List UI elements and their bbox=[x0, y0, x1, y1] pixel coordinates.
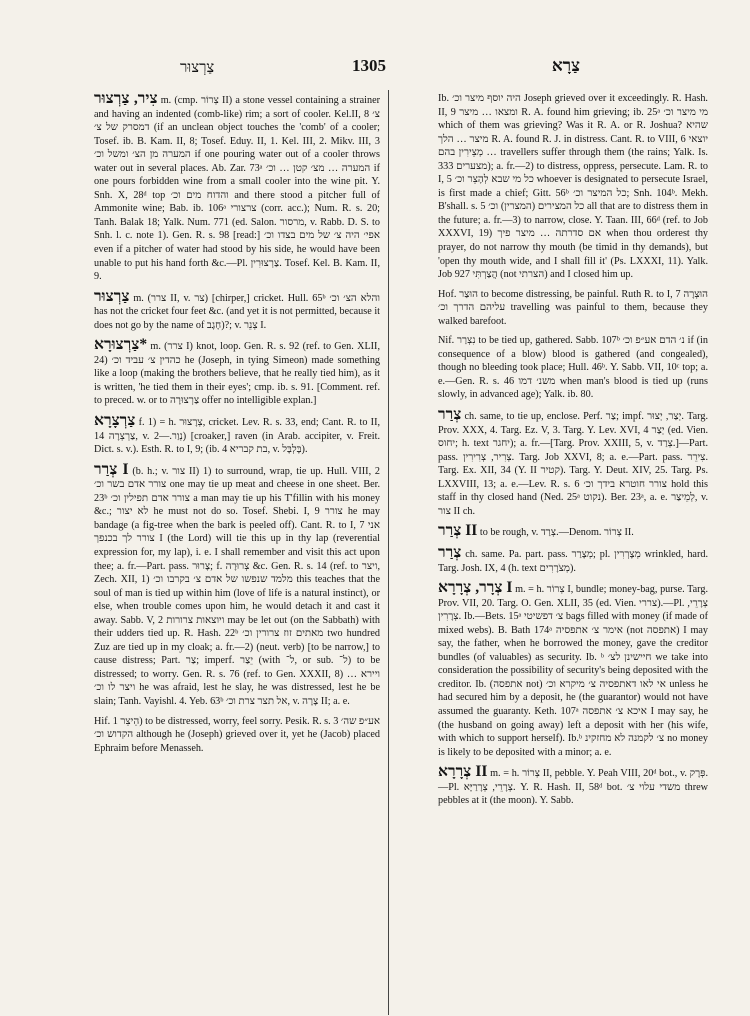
entry-headword: צִיר, צַרְצוּר bbox=[94, 90, 158, 107]
dictionary-entry bbox=[94, 92, 380, 284]
entry-text: ch. same, to tie up, enclose. Perf. צַר; impf. יְצַר, יְצוּר. Targ. Prov. XXX, 4. Targ. Ez. V, 3. Targ. Y. Lev. XVI, 4 יְצַר (ed. Vien. יחוס; h. text יחגר); a. fr.—[Targ. Prov. XXIII, 5, v. צְרַד.]—Part. pass. צְרִיר, צְרִירִין. Targ. Job XXVI, 8; a. e.—Part. pass. צִירֵר. Targ. Ex. XII, 34 (Y. II קטיר). Targ. Y. Deut. XIV, 25. Targ. Ps. LXXVIII, 13; a. e.—Lev. R. s. 6 צורר חוטרא בידך וכ׳ hold this staff in thy closed hand (Ned. 25ᵃ נקוט). Ber. 23ᵃ, a. e. לְמֵיצַר, v. צור II ch. bbox=[438, 411, 709, 517]
left-column bbox=[94, 92, 380, 814]
dictionary-entry bbox=[94, 414, 380, 457]
entry-text: m. (צרר I) knot, loop. Gen. R. s. 92 (ref. to Gen. XLII, 24) כהדין צ׳ עביד וכ׳ he (Joseph, in tying Simeon) made something like a loop (making the brothers believe, that he really tied him), as it is written, 'he tied them in their eyes'; cmp. ib. s. 91. [Comment. ref. to preced. w. or to צַרְצוּרָה offer no intelligible explan.] bbox=[94, 341, 381, 407]
running-head-right: צַרָא bbox=[551, 56, 580, 75]
dictionary-entry bbox=[438, 408, 708, 518]
entry-text: Ib. היה יוסף מיצר וכ׳ Joseph grieved over it exceedingly. R. Hash. II, 9 ומצאו … מיצר R. A. found him grieving; ib. 25ᵃ מי מיצר וכ׳ which of them was grieving? Was it R. A. or R. Joshua? שהיא מיצר … הלך R. A. found R. J. in distress. Cant. R. to VIII, 6 יוצאי … מְצֵירִין בהם travellers suffer through them (the rains; Yalk. Is. 333 מצערים); a. fr.—2) to distress, oppress, persecute. Lam. R. to I, 5 כל מי שבא לְהָצֵר וכ׳ whoever is designated to persecute Israel, is first made a chief; Gitt. 56ᵇ כל המיצר וכ׳; Snh. 104ᵇ. Mekh. B'shall. s. 5 כל המצירים (המצרין) וכ׳ all that are to distress them in the future; a. fr.—3) to narrow, close. Y. Taan. III, 66ᵈ (ref. to Job XXXVI, 19) אם סדרתה … מיצר פיך when thou orderest thy prayer, do not narrow thy mouth (be timid in thy demands), but 'open thy mouth wide, and I shall fill it' (Ps. LXXXI, 11). Yalk. Job 927 הֲצַרְתִּי (not הצרתי) and I closed him up. bbox=[438, 93, 709, 281]
entry-text: m. (cmp. צְרוֹר II) a stone vessel containing a strainer and having an indented (comb-like) rim; a sort of cooler. Kel.II, 8 צ׳ דמסרק של צ׳ (if an unclean object touches the 'comb' of a cooler; Tosef. ib. B. Kam. II, 8; Tosef. Eduy. II, 1. Kel. III, 2. Mikv. III, 3 המערה מן הצ׳ ומשל וכ׳ if one pouring water out of a cooler throws water out in several places. Ab. Zar. 73ᵃ המערה … מצ׳ קטן … וכ׳ if one pours forbidden wine from a small cooler into the wine pit. Y. Snh. X, 28ᵈ top והדוח מים וכ׳ and there stood a pitcher full of Ammonite wine; Bab. ib. 106ᵃ צרצורי (corr. acc.); Num. R. s. 20; Tanh. Balak 18; Yalk. Num. 771 (ed. Salon. מרסור, v. Rabb. D. S. to Snh. l. c. note 1). Gen. R. s. 98 [read:] אפי׳ היה צ׳ של מים בצדו וכ׳ even if a pitcher of water had stood by his side, he would have been unable to put his hand forth &c.—Pl. צַרְצוּרִין. Tosef. Kel. B. Kam. II, 9. bbox=[94, 95, 381, 283]
entry-headword: צְרָר, צְרָרָא I bbox=[438, 579, 513, 597]
entry-headword: צְרַר II bbox=[438, 522, 478, 540]
entry-text: Nif. נִצְרַר to be tied up, gathered. Sabb. 107ᵇ נ׳ הדם אע״פ וכ׳ if (in consequence of a blow) blood is gathered (and congealed), though no bleeding took place; Hull. 46ᵇ. Y. Sabb. VII, 10ᶜ top; a. e.—Gen. R. s. 46 משנ׳ דמו when man's blood is tied up (runs slowly, in advanced age); Yalk. ib. 80. bbox=[438, 335, 708, 401]
columns bbox=[94, 92, 708, 814]
dictionary-entry bbox=[94, 287, 381, 333]
dictionary-entry bbox=[94, 338, 380, 408]
entry-headword: צַרְצוּר bbox=[94, 287, 130, 305]
entry-text: Hof. הוּצַר to become distressing, be painful. Ruth R. to I, 7 הוּצְרָה עליהם הדרך וכ׳ travelling was painful to them, because they walked barefoot. bbox=[438, 288, 709, 327]
entry-text: ch. same. Pa. part. pass. מְצָרַר; pl. מְצָרְרִין wrinkled, hard. Targ. Josh. IX, 4 (h. text מְצֹרָרִים). bbox=[438, 548, 708, 574]
dictionary-entry bbox=[438, 524, 708, 540]
entry-text: m. (צרר II, v. צר) [chirper,] cricket. Hull. 65ᵇ והלא הצ׳ וכ׳ has not the cricket four feet &c. (and yet it is not permitted, because it does not go by the name of חָגָב)?; v. צְנֵר I. bbox=[94, 292, 381, 331]
dictionary-entry bbox=[438, 288, 708, 329]
entry-text: to be rough, v. צְרַד.—Denom. צְרוֹר II. bbox=[479, 527, 634, 539]
dictionary-entry bbox=[438, 765, 708, 808]
page-header bbox=[70, 56, 710, 80]
entry-headword: צְרַר bbox=[438, 543, 462, 561]
page-number: 1305 bbox=[352, 56, 386, 75]
dictionary-entry bbox=[438, 581, 708, 759]
entry-text: Hif. הֵיצֵר 1) to be distressed, worry, feel sorry. Pesik. R. s. 3 אע״פ שה׳ הקדוש וכ׳ although he (Joseph) grieved over it, yet he (Jacob) placed Ephraim before Menasseh. bbox=[94, 715, 380, 754]
dictionary-entry bbox=[438, 543, 708, 575]
dictionary-entry bbox=[94, 715, 380, 756]
entry-text: m. = h. צְרוֹר II, pebble. Y. Peah VIII, 20ᵈ bot., v. פְּרָק.—Pl. צְרָרֵי, צְרָרַיָּא. Y. R. Hash. II, 58ᵈ bot. משדי עלוי צ׳ threw pebbles at it (the moon). Y. Sabb. bbox=[438, 768, 709, 807]
dictionary-entry bbox=[94, 460, 381, 709]
entry-text: (b. h.; v. צור II) 1) to surround, wrap, tie up. Hull. VIII, 2 צורר אדם בשר וכ׳ one may tie up meat and cheese in one sheet. Ber. 23ᵇ צורר אדם תפילין וכ׳ a man may tie up his T'fillin with his money &c.; לא יצור he must not do so. Tosef. Shebi. I, 9 צורר he may bandage (a fig-tree when the bark is peeled off). Cant. R. to I, 7 אני צורר לך בכנפך I (the Lord) will tie this up in thy lap (reverential expression for, my lap), i. e. I shall remember and visit this act upon thee; a. fr.—Part. pass. צָרוּר; f. צְרוּרָה &c. Gen. R. s. 14 (ref. to ויצר, Zech. XII, 1) מלמד שנפשו של אדם צ׳ בקרבו וכ׳ this teaches that the soul of man is tied up within him (love of life is a natural instinct), or else, when trouble comes upon him, he would detach it and cast it away. Sabb. V, 2 ויוצאות צרורות may be let out (on the Sabbath) with their udders tied up. R. Hash. 22ᵇ מאתים זוז צרורין וכ׳ two hundred Zuz are tied up in my cloak; a. fr.—2) (neut. verb) [to be narrow,] to cause distress; Part. צַר; imperf. יֵצַר (with ל־, or sub. ל־) to be distressed; to worry. Gen. R. s. 76 (ref. to Gen. XXXII, 8) ויירא … ויצר לו וכ׳ he was afraid, lest he slay, he was distressed, lest he be slain; Tanh. Vayishl. 4. Yeb. 63ᵇ אל תצר צרת וכ׳, v. צָרָה II; a. e. bbox=[94, 465, 381, 707]
dictionary-entry bbox=[438, 334, 708, 402]
entry-headword: צְרַר I bbox=[94, 460, 129, 478]
running-head-left: צַרְצוּר bbox=[180, 60, 215, 76]
entry-headword: צְרַר bbox=[438, 406, 462, 424]
dictionary-entry bbox=[438, 92, 708, 282]
entry-headword: צַרְצוּרָא* bbox=[94, 336, 148, 354]
entry-text: m. = h. צְרוֹר I, bundle; money-bag, purse. Targ. Prov. VII, 20. Targ. O. Gen. XLII, 35 (ed. Vien. צררי).—Pl. צְרָרֵי, צְרָרִין. Ib.—Bets. 15ᵃ צ׳ דפשיטי bags filled with money (if made of mixed webs). B. Bath 174ᵃ אימר צ׳ אתפסיה (not אתפסה) I may say, the father, when he borrowed the money, gave the creditor bundles (of valuables) as security. Ib. ᵇ חיישינן לצ׳ we take into consideration the possibility of security's being deposited with the creditor. Ib. (אתפסה not) אי לאו דאתפסיה צ׳ מיקרא וכ׳ unless he had secured him by a deposit, he (the guarantor) would not have assumed the guaranty. Keth. 107ᵃ איכא צ׳ אתפסה I may say, he (the husband on going away) left a deposit with her (his wife, with which to support herself). Ib.ᵇ צ׳ לקמנה לא מחזקינ no money is likely to be deposited with a minor; a. e. bbox=[438, 584, 709, 758]
entry-headword: צְרָרָא II bbox=[438, 763, 488, 781]
entry-headword: צַרְצָרָא bbox=[94, 412, 136, 430]
right-column bbox=[438, 92, 708, 814]
entry-text: f. 1) = h. צְרָצוּר, cricket. Lev. R. s. 33, end; Cant. R. to II, 14 צַרְצְרָה, v. נְוַר.—2) [croaker,] raven (in Arab. accipiter, v. Freit. Dict. s. v.). Esth. R. to I, 9; (ib. 4 בת קבריא, v. בָּלְבָּל). bbox=[94, 417, 381, 456]
